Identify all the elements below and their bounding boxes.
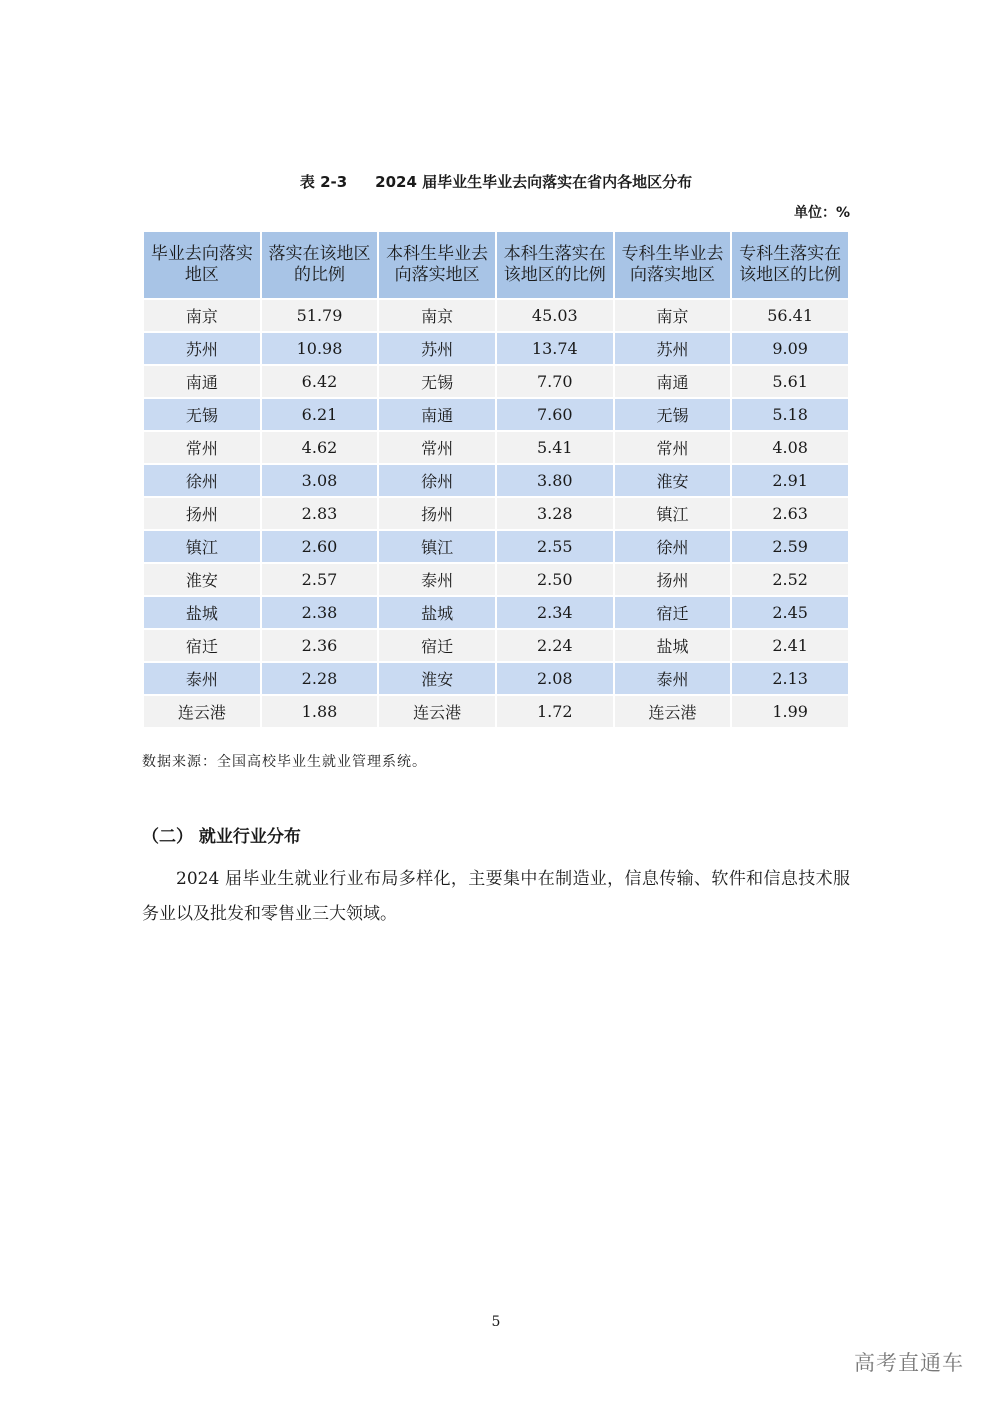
table-cell: 3.28 bbox=[496, 497, 614, 530]
table-cell: 泰州 bbox=[143, 662, 261, 695]
table-cell: 徐州 bbox=[143, 464, 261, 497]
table-cell: 1.99 bbox=[731, 695, 849, 728]
table-row bbox=[143, 332, 849, 365]
table-cell: 45.03 bbox=[496, 299, 614, 332]
table-cell: 南通 bbox=[143, 365, 261, 398]
table-cell: 6.21 bbox=[261, 398, 379, 431]
table-cell: 徐州 bbox=[378, 464, 496, 497]
table-cell: 1.72 bbox=[496, 695, 614, 728]
table-cell: 常州 bbox=[378, 431, 496, 464]
section-paragraph: 2024 届毕业生就业行业布局多样化，主要集中在制造业，信息传输、软件和信息技术服务业以及批发和零售业三大领域。 bbox=[142, 869, 850, 924]
table-cell: 2.38 bbox=[261, 596, 379, 629]
table-cell: 2.28 bbox=[261, 662, 379, 695]
table-cell: 盐城 bbox=[378, 596, 496, 629]
table-cell: 淮安 bbox=[378, 662, 496, 695]
table-cell: 2.59 bbox=[731, 530, 849, 563]
table-row bbox=[143, 365, 849, 398]
section-heading: （二） 就业行业分布 bbox=[142, 827, 301, 847]
table-caption bbox=[0, 171, 992, 192]
table-row bbox=[143, 596, 849, 629]
table-cell: 5.61 bbox=[731, 365, 849, 398]
table-cell: 2.57 bbox=[261, 563, 379, 596]
table-cell: 盐城 bbox=[614, 629, 732, 662]
table-cell: 2.24 bbox=[496, 629, 614, 662]
table-cell: 2.50 bbox=[496, 563, 614, 596]
table-cell: 徐州 bbox=[614, 530, 732, 563]
table-cell: 扬州 bbox=[143, 497, 261, 530]
table-row bbox=[143, 398, 849, 431]
table-cell: 镇江 bbox=[614, 497, 732, 530]
table-cell: 13.74 bbox=[496, 332, 614, 365]
table-cell: 南京 bbox=[614, 299, 732, 332]
table-cell: 5.41 bbox=[496, 431, 614, 464]
table-cell: 盐城 bbox=[143, 596, 261, 629]
table-cell: 7.70 bbox=[496, 365, 614, 398]
unit-label: 单位：% bbox=[793, 205, 850, 221]
table-cell: 镇江 bbox=[143, 530, 261, 563]
table-cell: 南通 bbox=[614, 365, 732, 398]
table-cell: 扬州 bbox=[378, 497, 496, 530]
header-cell: 毕业去向落实地区 bbox=[143, 231, 261, 299]
table-cell: 2.36 bbox=[261, 629, 379, 662]
table-cell: 2.60 bbox=[261, 530, 379, 563]
table-cell: 5.18 bbox=[731, 398, 849, 431]
table-cell: 苏州 bbox=[378, 332, 496, 365]
table-cell: 连云港 bbox=[378, 695, 496, 728]
table-cell: 4.62 bbox=[261, 431, 379, 464]
table-number: 表 2-3 bbox=[299, 173, 348, 191]
header-cell: 落实在该地区的比例 bbox=[261, 231, 379, 299]
table-cell: 苏州 bbox=[614, 332, 732, 365]
table-row bbox=[143, 662, 849, 695]
table-cell: 泰州 bbox=[378, 563, 496, 596]
table-row bbox=[143, 431, 849, 464]
table-cell: 淮安 bbox=[143, 563, 261, 596]
table-cell: 2.13 bbox=[731, 662, 849, 695]
table-cell: 连云港 bbox=[614, 695, 732, 728]
table-cell: 9.09 bbox=[731, 332, 849, 365]
page-number: 5 bbox=[491, 1314, 501, 1330]
table-cell: 宿迁 bbox=[378, 629, 496, 662]
table-cell: 2.83 bbox=[261, 497, 379, 530]
watermark-logo: 高考直通车 bbox=[854, 1351, 964, 1375]
table-row bbox=[143, 629, 849, 662]
table-cell: 无锡 bbox=[378, 365, 496, 398]
data-source-note: 数据来源：全国高校毕业生就业管理系统。 bbox=[142, 754, 427, 770]
table-cell: 56.41 bbox=[731, 299, 849, 332]
table-cell: 2.91 bbox=[731, 464, 849, 497]
region-distribution-table bbox=[142, 230, 850, 729]
table-cell: 2.45 bbox=[731, 596, 849, 629]
table-cell: 2.08 bbox=[496, 662, 614, 695]
table-cell: 常州 bbox=[143, 431, 261, 464]
table-cell: 泰州 bbox=[614, 662, 732, 695]
table-row bbox=[143, 530, 849, 563]
table-header-row bbox=[143, 231, 849, 299]
header-cell: 专科生毕业去向落实地区 bbox=[614, 231, 732, 299]
table-cell: 连云港 bbox=[143, 695, 261, 728]
header-cell: 本科生毕业去向落实地区 bbox=[378, 231, 496, 299]
table-cell: 扬州 bbox=[614, 563, 732, 596]
table-body bbox=[143, 299, 849, 728]
table-cell: 苏州 bbox=[143, 332, 261, 365]
table-cell: 南通 bbox=[378, 398, 496, 431]
table-cell: 宿迁 bbox=[143, 629, 261, 662]
table-cell: 6.42 bbox=[261, 365, 379, 398]
table-cell: 南京 bbox=[378, 299, 496, 332]
table-cell: 51.79 bbox=[261, 299, 379, 332]
table-cell: 宿迁 bbox=[614, 596, 732, 629]
table-cell: 1.88 bbox=[261, 695, 379, 728]
table-cell: 无锡 bbox=[614, 398, 732, 431]
table-cell: 2.52 bbox=[731, 563, 849, 596]
table-row bbox=[143, 299, 849, 332]
table-cell: 2.41 bbox=[731, 629, 849, 662]
table-cell: 4.08 bbox=[731, 431, 849, 464]
table-cell: 3.80 bbox=[496, 464, 614, 497]
table-cell: 2.63 bbox=[731, 497, 849, 530]
table-cell: 南京 bbox=[143, 299, 261, 332]
header-cell: 本科生落实在该地区的比例 bbox=[496, 231, 614, 299]
table-row bbox=[143, 497, 849, 530]
table-title: 2024 届毕业生毕业去向落实在省内各地区分布 bbox=[375, 173, 693, 191]
table-cell: 2.34 bbox=[496, 596, 614, 629]
table-cell: 镇江 bbox=[378, 530, 496, 563]
table-cell: 10.98 bbox=[261, 332, 379, 365]
table-cell: 2.55 bbox=[496, 530, 614, 563]
table-row bbox=[143, 563, 849, 596]
table-row bbox=[143, 695, 849, 728]
table-cell: 3.08 bbox=[261, 464, 379, 497]
table-cell: 淮安 bbox=[614, 464, 732, 497]
table-cell: 7.60 bbox=[496, 398, 614, 431]
table-cell: 无锡 bbox=[143, 398, 261, 431]
table-row bbox=[143, 464, 849, 497]
table-cell: 常州 bbox=[614, 431, 732, 464]
header-cell: 专科生落实在该地区的比例 bbox=[731, 231, 849, 299]
